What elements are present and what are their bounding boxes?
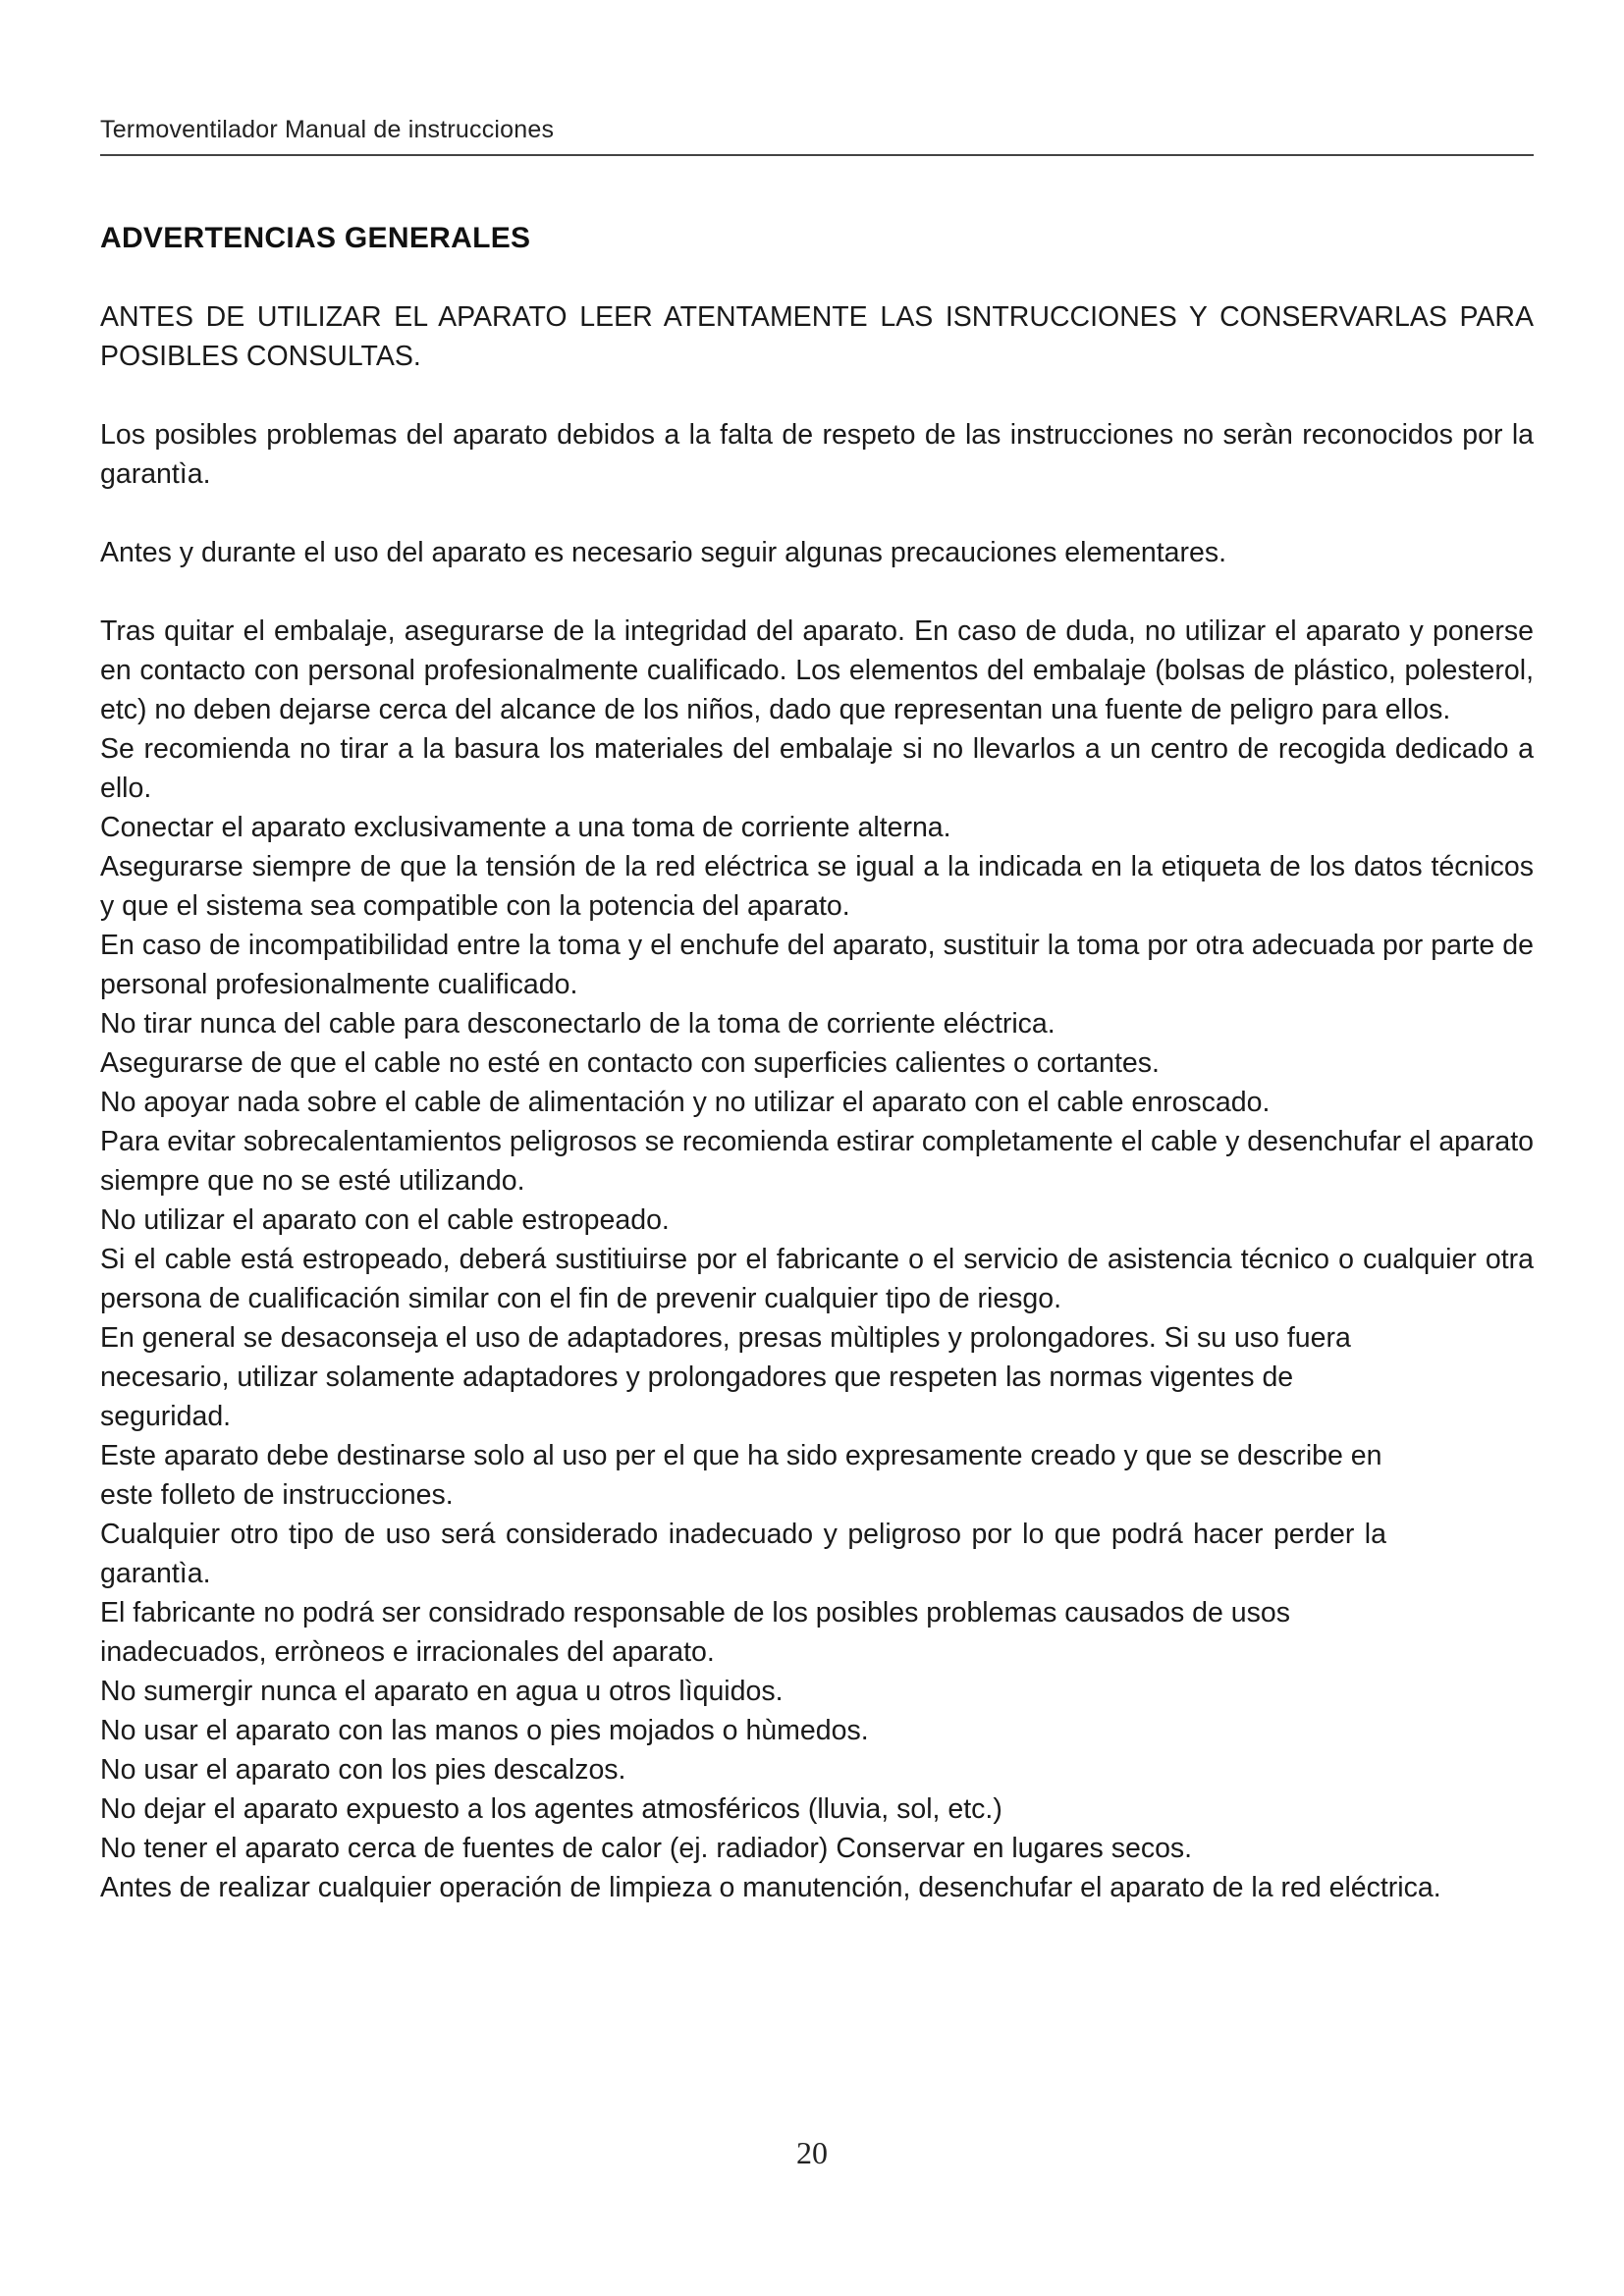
page-number: 20 [796,2135,828,2170]
warning-item: Si el cable está estropeado, deberá sustitiuirse por el fabricante o el servicio de asistencia técnico o cualquier otra persona de cualificación similar con el fin de prevenir cualquier tipo de riesgo. [100,1244,1534,1314]
warning-item: No apoyar nada sobre el cable de alimentación y no utilizar el aparato con el cable enroscado. [100,1087,1271,1118]
intro-instruction-caps: ANTES DE UTILIZAR EL APARATO LEER ATENTAMENTE LAS ISNTRUCCIONES Y CONSERVARLAS PARA POSIBLES CONSULTAS. [100,301,1534,372]
intro-precautions-note: Antes y durante el uso del aparato es necesario seguir algunas precauciones elementares. [100,537,1227,568]
warning-item: Tras quitar el embalaje, asegurarse de la integridad del aparato. En caso de duda, no utilizar el aparato y ponerse en contacto con personal profesionalmente cualificado. Los elementos del embalaje (bolsas de plástico, polesterol, etc) no deben dejarse cerca del alcance de los niños, dado que representan una fuente de peligro para ellos. [100,615,1534,725]
header-divider [100,154,1534,156]
warning-item: Asegurarse de que el cable no esté en contacto con superficies calientes o cortantes. [100,1047,1160,1079]
warning-item: No tirar nunca del cable para desconectarlo de la toma de corriente eléctrica. [100,1008,1056,1040]
warning-item: No dejar el aparato expuesto a los agentes atmosféricos (lluvia, sol, etc.) [100,1793,1002,1825]
warning-item: Para evitar sobrecalentamientos peligrosos se recomienda estirar completamente el cable y desenchufar el aparato siempre que no se esté utilizando. [100,1126,1534,1197]
warning-item: No tener el aparato cerca de fuentes de calor (ej. radiador) Conservar en lugares secos. [100,1833,1193,1864]
warning-item: Este aparato debe destinarse solo al uso per el que ha sido expresamente creado y que se describe en este folleto de instrucciones. [100,1440,1382,1511]
warning-item: Asegurarse siempre de que la tensión de la red eléctrica se igual a la indicada en la etiqueta de los datos técnicos y que el sistema sea compatible con la potencia del aparato. [100,851,1534,922]
warning-item: En caso de incompatibilidad entre la toma y el enchufe del aparato, sustituir la toma por otra adecuada por parte de personal profesionalmente cualificado. [100,930,1534,1000]
warning-item: No utilizar el aparato con el cable estropeado. [100,1204,670,1236]
warning-item: En general se desaconseja el uso de adaptadores, presas mùltiples y prolongadores. Si su uso fuera necesario, utilizar solamente adaptadores y prolongadores que respeten las normas vigentes de seguridad. [100,1322,1351,1432]
warning-item: No usar el aparato con las manos o pies mojados o hùmedos. [100,1715,869,1746]
intro-warranty-note: Los posibles problemas del aparato debidos a la falta de respeto de las instrucciones no seràn reconocidos por la garantìa. [100,419,1534,490]
running-header-title: Termoventilador Manual de instrucciones [100,116,555,143]
warnings-body [100,297,1534,1907]
warning-item: Cualquier otro tipo de uso será considerado inadecuado y peligroso por lo que podrá hacer perder la garantìa. [100,1519,1386,1589]
section-heading: ADVERTENCIAS GENERALES [100,222,531,254]
warning-item: El fabricante no podrá ser considrado responsable de los posibles problemas causados de usos inadecuados, erròneos e irracionales del aparato. [100,1597,1290,1668]
warning-item: Antes de realizar cualquier operación de limpieza o manutención, desenchufar el aparato de la red eléctrica. [100,1872,1441,1903]
warning-item: No sumergir nunca el aparato en agua u otros lìquidos. [100,1676,784,1707]
warning-item: Conectar el aparato exclusivamente a una toma de corriente alterna. [100,812,951,843]
warning-item: No usar el aparato con los pies descalzos. [100,1754,626,1786]
warning-item: Se recomienda no tirar a la basura los materiales del embalaje si no llevarlos a un centro de recogida dedicado a ello. [100,733,1534,804]
